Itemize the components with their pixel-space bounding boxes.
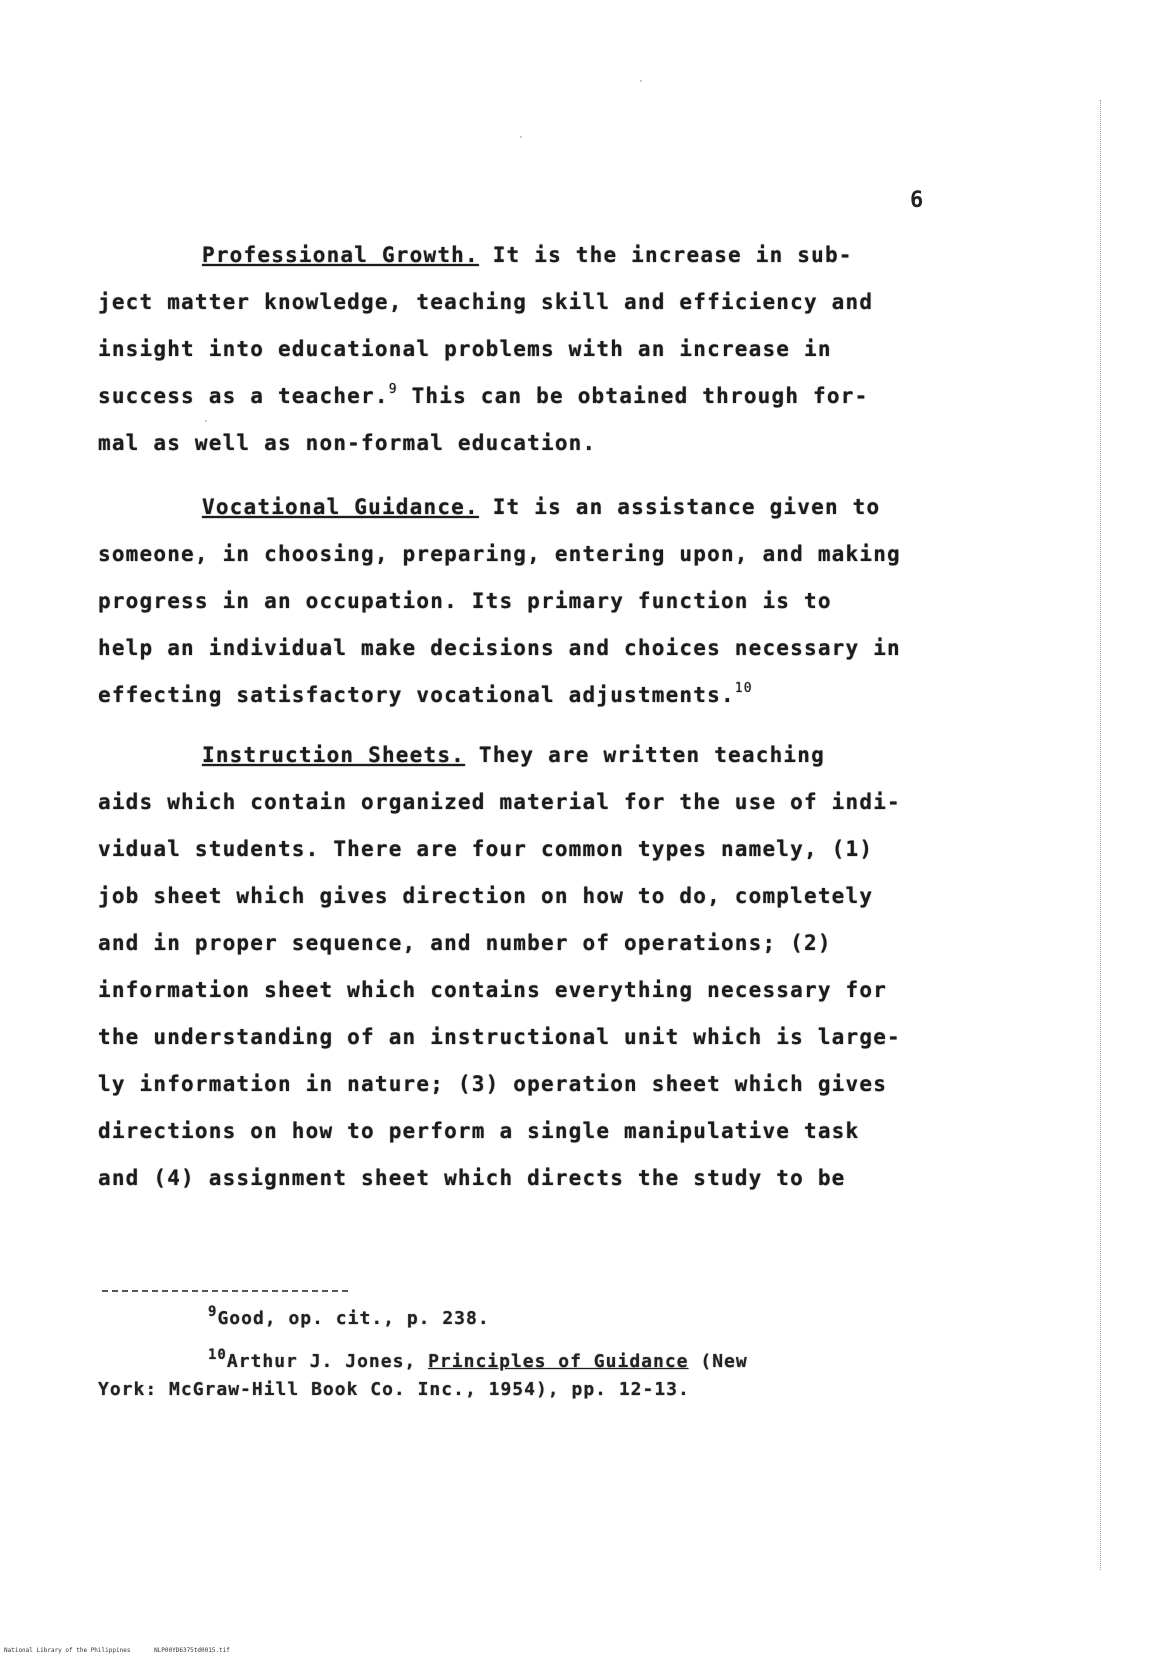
scan-file-label: NLP00YD6375td0015.tif — [154, 1647, 230, 1654]
footnote-divider — [102, 1290, 348, 1292]
footnote-9 — [98, 1305, 998, 1333]
paragraph-line: insight into educational problems with an increase in — [98, 337, 832, 361]
scan-speck — [640, 80, 642, 82]
paragraph-line: effecting satisfactory vocational adjustments.$^{10}$ — [98, 681, 753, 707]
paragraph-line: aids which contain organized material for the use of indi- — [98, 790, 901, 814]
paragraph-line: progress in an occupation. Its primary function is to — [98, 589, 832, 613]
book-title: Principles of Guidance — [428, 1351, 689, 1372]
paragraph-line: help an individual make decisions and choices necessary in — [98, 636, 901, 660]
term-heading: Vocational Guidance. — [202, 495, 479, 519]
paragraph-line: directions on how to perform a single manipulative task — [98, 1119, 860, 1143]
paragraph-line: mal as well as non-formal education. — [98, 431, 597, 455]
footnote-line: $^9$Good, op. cit., p. 238. — [208, 1304, 490, 1329]
paragraph-line: and in proper sequence, and number of operations; (2) — [98, 931, 832, 955]
scan-speck — [205, 420, 207, 422]
footnote-10 — [98, 1348, 998, 1404]
paragraph-professional-growth — [98, 232, 978, 467]
paragraph-line: ly information in nature; (3) operation sheet which gives — [98, 1072, 888, 1096]
page-number: 6 — [910, 188, 924, 213]
paragraph-line: job sheet which gives direction on how to do, completely — [98, 884, 874, 908]
term-heading: Instruction Sheets. — [202, 743, 466, 767]
footnote-ref: 9 — [388, 382, 398, 397]
paragraph-vocational-guidance — [98, 484, 978, 719]
paragraph-line: vidual students. There are four common types namely, (1) — [98, 837, 874, 861]
paragraph-line: and (4) assignment sheet which directs the study to be — [98, 1166, 846, 1190]
footnote-line: $^{10}$Arthur J. Jones, Principles of Guidance (New — [208, 1347, 748, 1372]
footnote-number: 9 — [208, 1304, 218, 1320]
paragraph-line: success as a teacher.$^9$ This can be obtained through for- — [98, 382, 869, 408]
paragraph-line: Instruction Sheets. They are written teaching — [202, 743, 825, 767]
scan-footer — [4, 1647, 250, 1654]
scan-margin-line — [1100, 100, 1101, 1570]
paragraph-line: Vocational Guidance. It is an assistance given to — [202, 495, 881, 519]
term-heading: Professional Growth. — [202, 243, 479, 267]
footnote-number: 10 — [208, 1347, 227, 1363]
scan-library-label: National Library of the Philippines — [4, 1647, 131, 1654]
paragraph-line: information sheet which contains everything necessary for — [98, 978, 888, 1002]
paragraph-line: ject matter knowledge, teaching skill and efficiency and — [98, 290, 874, 314]
paragraph-line: someone, in choosing, preparing, entering upon, and making — [98, 542, 901, 566]
footnote-line: York: McGraw-Hill Book Co. Inc., 1954), pp. 12-13. — [98, 1379, 690, 1400]
footnote-ref: 10 — [734, 681, 753, 696]
scan-speck — [520, 136, 522, 138]
paragraph-line: Professional Growth. It is the increase in sub- — [202, 243, 853, 267]
paragraph-line: the understanding of an instructional unit which is large- — [98, 1025, 901, 1049]
paragraph-instruction-sheets — [98, 732, 978, 1202]
